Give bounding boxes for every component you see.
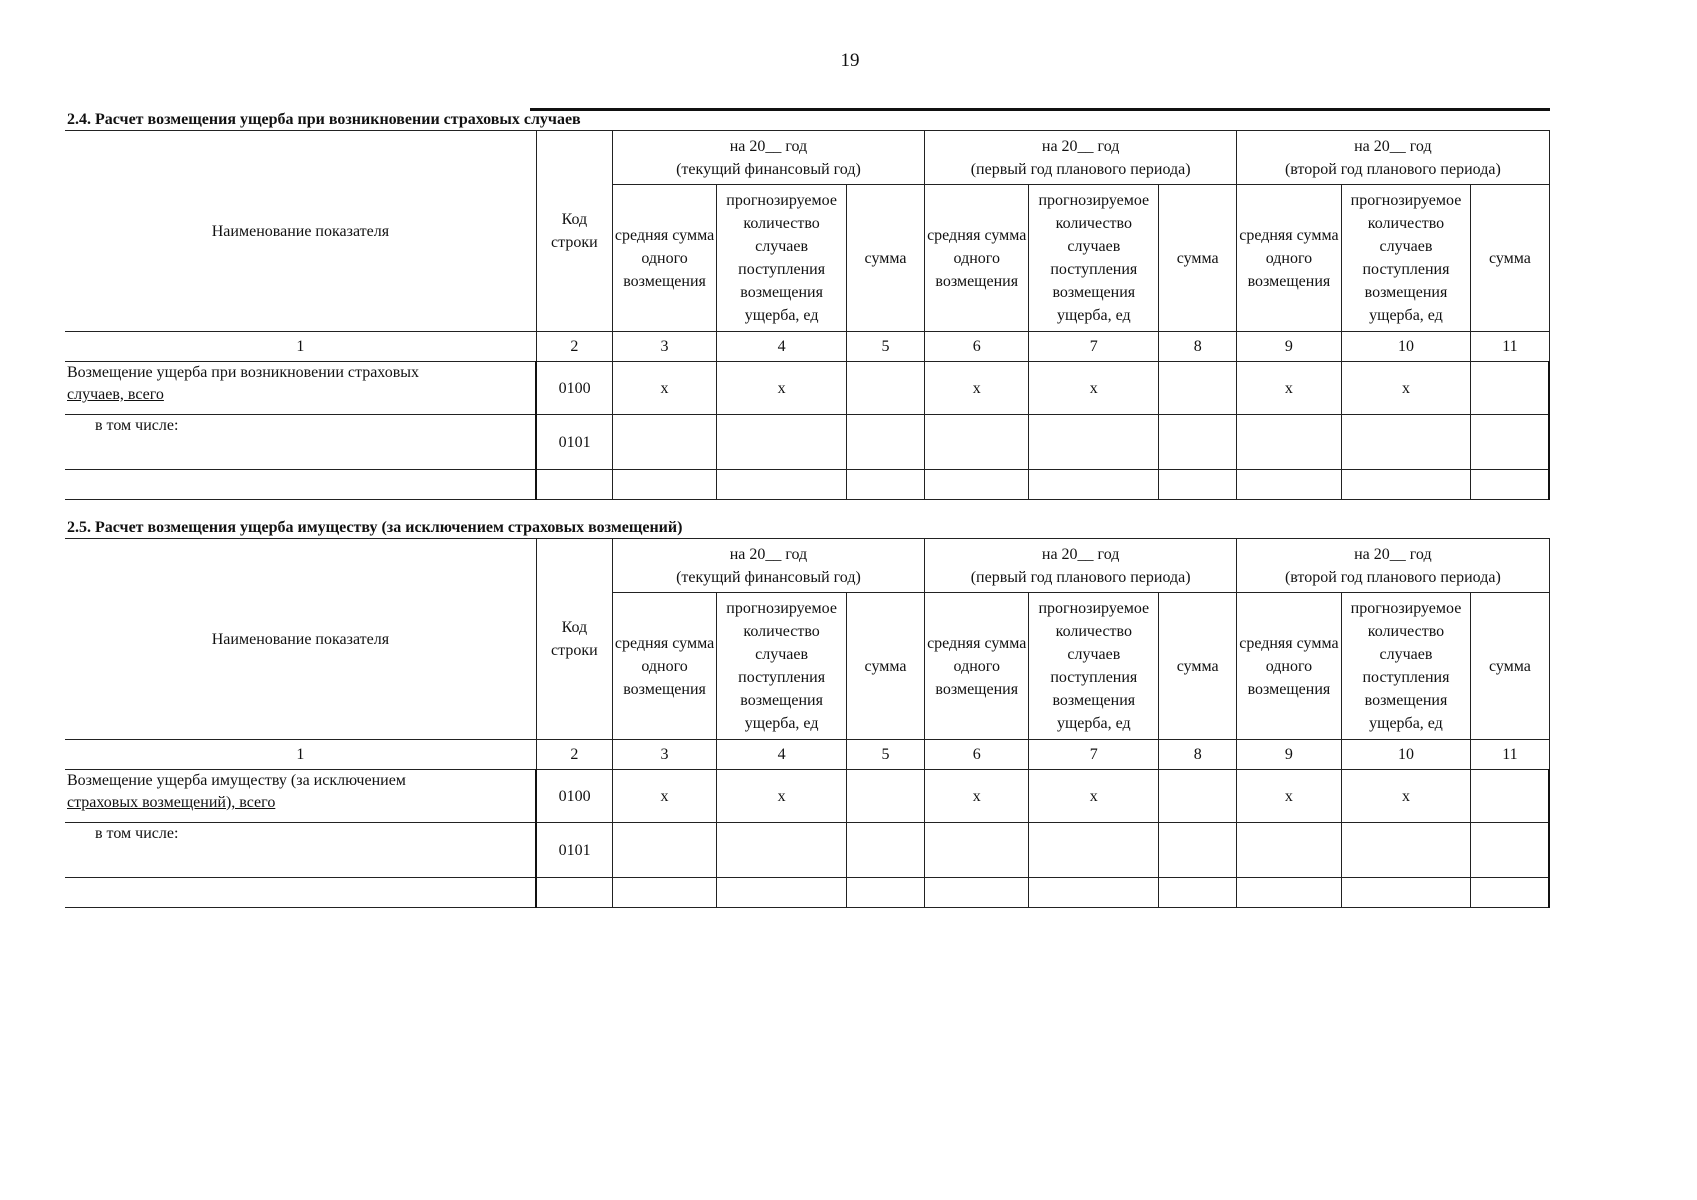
header-avg-amount: средняя сумма одного возмещения [612,185,716,332]
cell-mark: x [925,362,1029,415]
row-code: 0101 [536,415,612,470]
row-name-including: в том числе: [65,415,536,470]
header-sum: сумма [1159,593,1237,740]
col-number: 2 [536,332,612,362]
cell-sum [1159,362,1237,415]
cell [1029,878,1159,908]
cell-mark: x [717,362,847,415]
header-sum: сумма [1471,593,1549,740]
col-number: 5 [846,332,924,362]
cell [846,823,924,878]
header-avg-amount: средняя сумма одного возмещения [1237,185,1341,332]
cell-mark: x [1237,362,1341,415]
row-code: 0100 [536,770,612,823]
page-number: 19 [840,50,860,71]
cell-mark: x [1029,770,1159,823]
col-number: 3 [612,740,716,770]
header-avg-amount: средняя сумма одного возмещения [925,593,1029,740]
col-number: 7 [1029,332,1159,362]
cell [925,878,1029,908]
header-period-first: на 20__ год (первый год планового периода) [925,131,1237,185]
header-period-second: на 20__ год (второй год планового периода) [1237,539,1549,593]
cell [1237,415,1341,470]
cell-mark: x [1341,362,1471,415]
header-forecast-count: прогнозируемое количество случаев поступления возмещения ущерба, ед [717,185,847,332]
header-forecast-count: прогнозируемое количество случаев поступления возмещения ущерба, ед [717,593,847,740]
cell [1237,470,1341,500]
row-name-total: Возмещение ущерба имуществу (за исключением страховых возмещений), всего [65,770,536,823]
cell [1471,823,1549,878]
cell-mark: x [925,770,1029,823]
cell-mark: x [1237,770,1341,823]
col-number: 11 [1471,740,1549,770]
row-name-including: в том числе: [65,823,536,878]
row-name-total: Возмещение ущерба при возникновении страховых случаев, всего [65,362,536,415]
col-number: 1 [65,740,536,770]
table-row [65,823,1549,878]
cell [925,470,1029,500]
cell [1341,470,1471,500]
section-title: 2.5. Расчет возмещения ущерба имуществу (за исключением страховых возмещений) [67,519,683,536]
cell [536,470,612,500]
top-rule [530,108,1550,111]
cell [1471,415,1549,470]
header-name: Наименование показателя [65,131,536,332]
col-number: 1 [65,332,536,362]
header-sum: сумма [846,185,924,332]
cell [1029,823,1159,878]
cell [717,878,847,908]
table-row [65,878,1549,908]
cell-sum [1471,362,1549,415]
table-row [65,415,1549,470]
cell [846,415,924,470]
cell [1341,415,1471,470]
col-number: 11 [1471,332,1549,362]
section-2-5 [65,518,1550,908]
header-period-current: на 20__ год (текущий финансовый год) [612,539,924,593]
cell-mark: x [717,770,847,823]
cell [1471,878,1549,908]
header-code: Код строки [536,131,612,332]
cell [1159,878,1237,908]
cell [612,470,716,500]
cell [846,878,924,908]
col-number: 6 [925,740,1029,770]
cell [1159,470,1237,500]
header-forecast-count: прогнозируемое количество случаев поступления возмещения ущерба, ед [1341,185,1471,332]
property-damage-table [65,538,1550,908]
col-number: 8 [1159,740,1237,770]
table-row [65,362,1549,415]
header-period-second: на 20__ год (второй год планового периода) [1237,131,1549,185]
cell [717,470,847,500]
header-code: Код строки [536,539,612,740]
cell [612,823,716,878]
cell-mark: x [612,770,716,823]
cell [717,415,847,470]
cell [925,823,1029,878]
col-number: 2 [536,740,612,770]
col-number: 3 [612,332,716,362]
col-number: 5 [846,740,924,770]
header-forecast-count: прогнозируемое количество случаев поступления возмещения ущерба, ед [1341,593,1471,740]
cell [536,878,612,908]
cell-mark: x [1029,362,1159,415]
col-number: 4 [717,740,847,770]
header-sum: сумма [1159,185,1237,332]
cell [1237,878,1341,908]
cell-mark: x [612,362,716,415]
cell-sum [1159,770,1237,823]
cell [1341,878,1471,908]
cell [612,415,716,470]
cell [1341,823,1471,878]
cell [65,470,536,500]
header-sum: сумма [1471,185,1549,332]
cell [612,878,716,908]
header-forecast-count: прогнозируемое количество случаев поступления возмещения ущерба, ед [1029,185,1159,332]
header-period-current: на 20__ год (текущий финансовый год) [612,131,924,185]
header-period-first: на 20__ год (первый год планового периода) [925,539,1237,593]
cell [717,823,847,878]
cell [846,470,924,500]
header-sum: сумма [846,593,924,740]
cell [1029,415,1159,470]
col-number: 10 [1341,740,1471,770]
table-row [65,770,1549,823]
section-title: 2.4. Расчет возмещения ущерба при возникновении страховых случаев [67,111,581,128]
row-code: 0101 [536,823,612,878]
cell [1159,823,1237,878]
header-avg-amount: средняя сумма одного возмещения [925,185,1029,332]
cell [925,415,1029,470]
cell [65,878,536,908]
cell [1237,823,1341,878]
row-code: 0100 [536,362,612,415]
col-number: 7 [1029,740,1159,770]
col-number: 8 [1159,332,1237,362]
header-avg-amount: средняя сумма одного возмещения [1237,593,1341,740]
cell [1029,470,1159,500]
section-2-4 [65,110,1550,500]
damage-insurance-table [65,130,1550,500]
cell-sum [846,770,924,823]
col-number: 9 [1237,332,1341,362]
col-number: 4 [717,332,847,362]
col-number: 10 [1341,332,1471,362]
header-avg-amount: средняя сумма одного возмещения [612,593,716,740]
table-row [65,470,1549,500]
cell-sum [846,362,924,415]
header-name: Наименование показателя [65,539,536,740]
cell-sum [1471,770,1549,823]
col-number: 9 [1237,740,1341,770]
col-number: 6 [925,332,1029,362]
cell [1471,470,1549,500]
cell [1159,415,1237,470]
header-forecast-count: прогнозируемое количество случаев поступления возмещения ущерба, ед [1029,593,1159,740]
cell-mark: x [1341,770,1471,823]
